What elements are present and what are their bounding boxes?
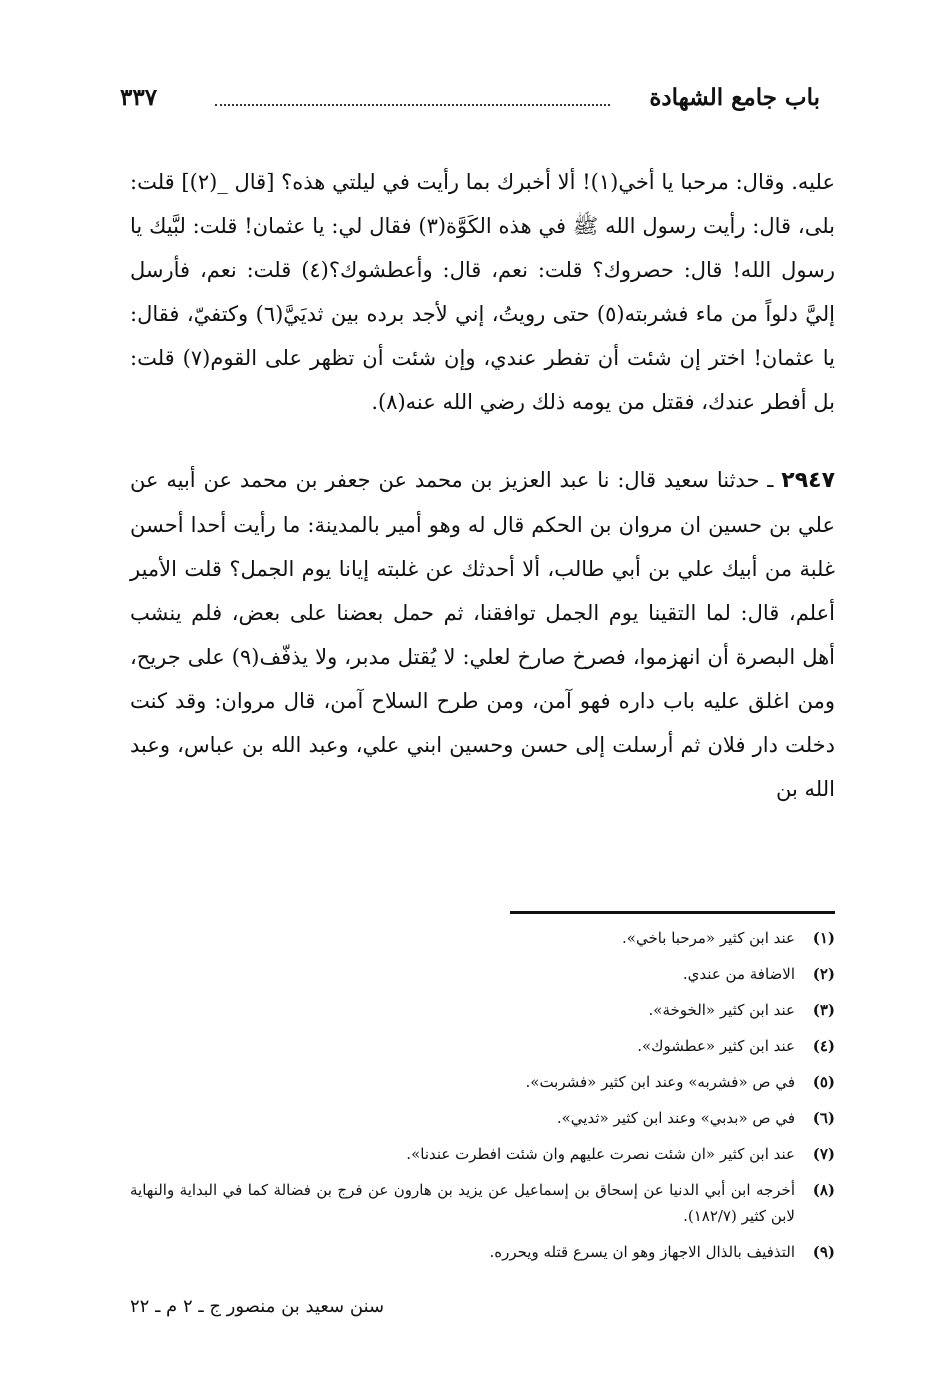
header-dotted-leader bbox=[215, 104, 610, 106]
footnote-number: (٢) bbox=[812, 965, 835, 983]
footnote-text: عند ابن كثير «مرحبا باخي». bbox=[622, 929, 795, 947]
footnote bbox=[130, 961, 835, 987]
footnote-separator bbox=[510, 911, 835, 914]
footnote-text: أخرجه ابن أبي الدنيا عن إسحاق بن إسماعيل عن يزيد بن هارون عن فرج بن فضالة كما في البداية والنهاية لابن كثير (١٨٢/٧). bbox=[130, 1181, 795, 1225]
footnote bbox=[130, 1033, 835, 1059]
footnote-number: (٨) bbox=[812, 1181, 835, 1199]
hadith-paragraph bbox=[130, 458, 835, 811]
footnote-number: (١) bbox=[812, 929, 835, 947]
footnote bbox=[130, 1239, 835, 1265]
footnote-number: (٣) bbox=[812, 1001, 835, 1019]
footnote-text: عند ابن كثير «ان شئت نصرت عليهم وان شئت افطرت عندنا». bbox=[406, 1145, 795, 1163]
page-header bbox=[120, 80, 820, 120]
footnote bbox=[130, 1141, 835, 1167]
main-text bbox=[130, 160, 835, 811]
printer-signature: سنن سعيد بن منصور ج ـ ٢ م ـ ٢٢ bbox=[130, 1296, 385, 1317]
footnotes-list bbox=[130, 925, 835, 1275]
footnote bbox=[130, 1105, 835, 1131]
running-title: باب جامع الشهادة bbox=[649, 84, 820, 111]
footnote-number: (٩) bbox=[812, 1243, 835, 1261]
footnote-text: عند ابن كثير «عطشوك». bbox=[637, 1037, 795, 1055]
paragraph-continuation: عليه. وقال: مرحبا يا أخي(١)! ألا أخبرك بما رأيت في ليلتي هذه؟ [قال _(٢)] قلت: بلى، قال: رأيت رسول الله ﷺ في هذه الكَوَّة(٣) فقال لي: يا عثمان! قلت: لبَّيك يا رسول الله! قال: حصروك؟ قلت: نعم، قال: وأعطشوك؟(٤) قلت: نعم، فأرسل إليَّ دلواً من ماء فشربته(٥) حتى رويتُ، إني لأجد برده بين ثديَيَّ(٦) وكتفيّ، فقال: يا عثمان! اختر إن شئت أن تفطر عندي، وإن شئت أن تظهر على القوم(٧) قلت: بل أفطر عندك، فقتل من يومه ذلك رضي الله عنه(٨). bbox=[130, 170, 835, 414]
footnote-number: (٤) bbox=[812, 1037, 835, 1055]
footnote bbox=[130, 997, 835, 1023]
footnote-text: الاضافة من عندي. bbox=[682, 965, 795, 983]
page-number: ٣٣٧ bbox=[120, 84, 158, 111]
footnote-text: عند ابن كثير «الخوخة». bbox=[648, 1001, 795, 1019]
footnote bbox=[130, 1069, 835, 1095]
hadith-number: ٢٩٤٧ bbox=[781, 468, 835, 493]
hadith-text: ـ حدثنا سعيد قال: نا عبد العزيز بن محمد عن جعفر بن محمد عن أبيه عن علي بن حسين ان مروان بن الحكم قال له وهو أمير بالمدينة: ما رأيت أحدا أحسن غلبة من أبيك علي بن أبي طالب، ألا أحدثك عن غلبته إيانا يوم الجمل؟ قلت الأمير أعلم، قال: لما التقينا يوم الجمل توافقنا، ثم حمل بعضنا على بعض، فلم ينشب أهل البصرة أن انهزموا، فصرخ صارخ لعلي: لا يُقتل مدبر، ولا يذفّف(٩) على جريح، ومن اغلق عليه باب داره فهو آمن، ومن طرح السلاح آمن، قال مروان: وقد كنت دخلت دار فلان ثم أرسلت إلى حسن وحسين ابني علي، وعبد الله بن عباس، وعبد الله بن bbox=[130, 468, 836, 801]
footnote bbox=[130, 925, 835, 951]
footnote bbox=[130, 1177, 835, 1229]
footnote-number: (٥) bbox=[812, 1073, 835, 1091]
footnote-text: في ص «بدبي» وعند ابن كثير «ثديي». bbox=[556, 1109, 795, 1127]
footnote-text: التذفيف بالذال الاجهاز وهو ان يسرع قتله ويحرره. bbox=[489, 1243, 795, 1261]
footnote-number: (٧) bbox=[812, 1145, 835, 1163]
footnote-number: (٦) bbox=[812, 1109, 835, 1127]
footnote-text: في ص «فشربه» وعند ابن كثير «فشربت». bbox=[525, 1073, 795, 1091]
